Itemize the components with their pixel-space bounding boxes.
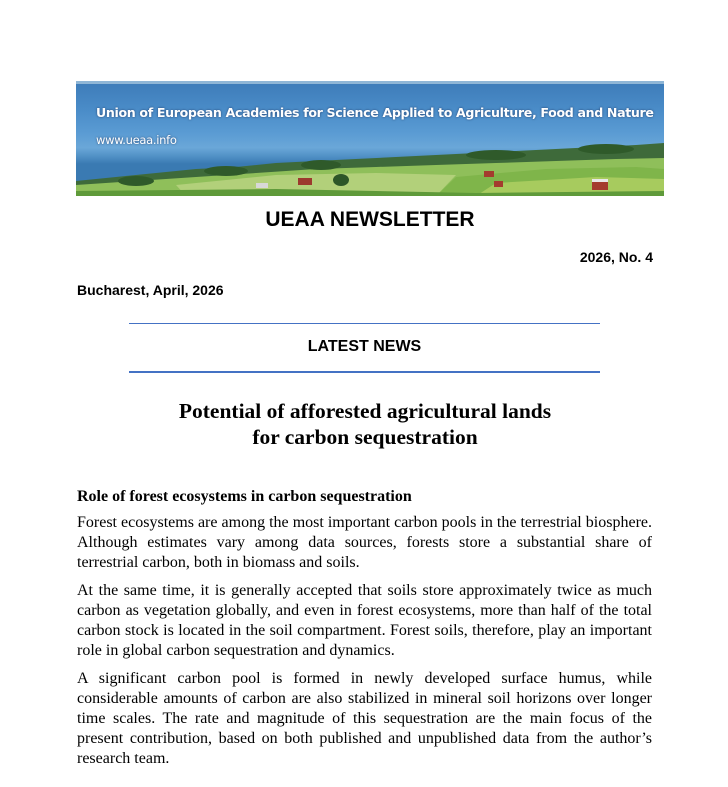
article-paragraph: At the same time, it is generally accepted that soils store approximately twice as much carbon as vegetation globally, and even in forest ecosystems, more than half of the total carbon stock is located in the soil compartment. Forest soils, therefore, play an important role in global carbon sequestration and dynamics. xyxy=(77,582,652,659)
newsletter-title: UEAA NEWSLETTER xyxy=(265,208,475,231)
section-divider-top xyxy=(129,323,600,324)
article-subheading: Role of forest ecosystems in carbon sequestration xyxy=(77,488,412,505)
place-and-date: Bucharest, April, 2026 xyxy=(77,282,224,298)
section-divider-bottom xyxy=(129,371,600,373)
article-title xyxy=(100,398,630,450)
article-body xyxy=(77,487,652,777)
article-paragraph: A significant carbon pool is formed in newly developed surface humus, while considerable amounts of carbon are also stabilized in mineral soil horizons over longer time scales. The rate and magnitude of this sequestration are the main focus of the present contribution, based on both published and unpublished data from the author’s research team. xyxy=(77,670,652,767)
article-title-line-2: for carbon sequestration xyxy=(252,425,478,449)
section-heading: LATEST NEWS xyxy=(307,338,422,355)
article-paragraph: Forest ecosystems are among the most important carbon pools in the terrestrial biosphere. Although estimates vary among data sources, forests store a substantial share of terrestrial carbon, both in biomass and soils. xyxy=(77,514,652,571)
header-banner xyxy=(76,81,664,196)
banner-website-link[interactable]: www.ueaa.info xyxy=(96,133,177,147)
issue-number: 2026, No. 4 xyxy=(579,249,653,265)
banner-organization-name: Union of European Academies for Science Applied to Agriculture, Food and Nature xyxy=(96,105,654,120)
article-title-line-1: Potential of afforested agricultural lands xyxy=(178,399,552,423)
